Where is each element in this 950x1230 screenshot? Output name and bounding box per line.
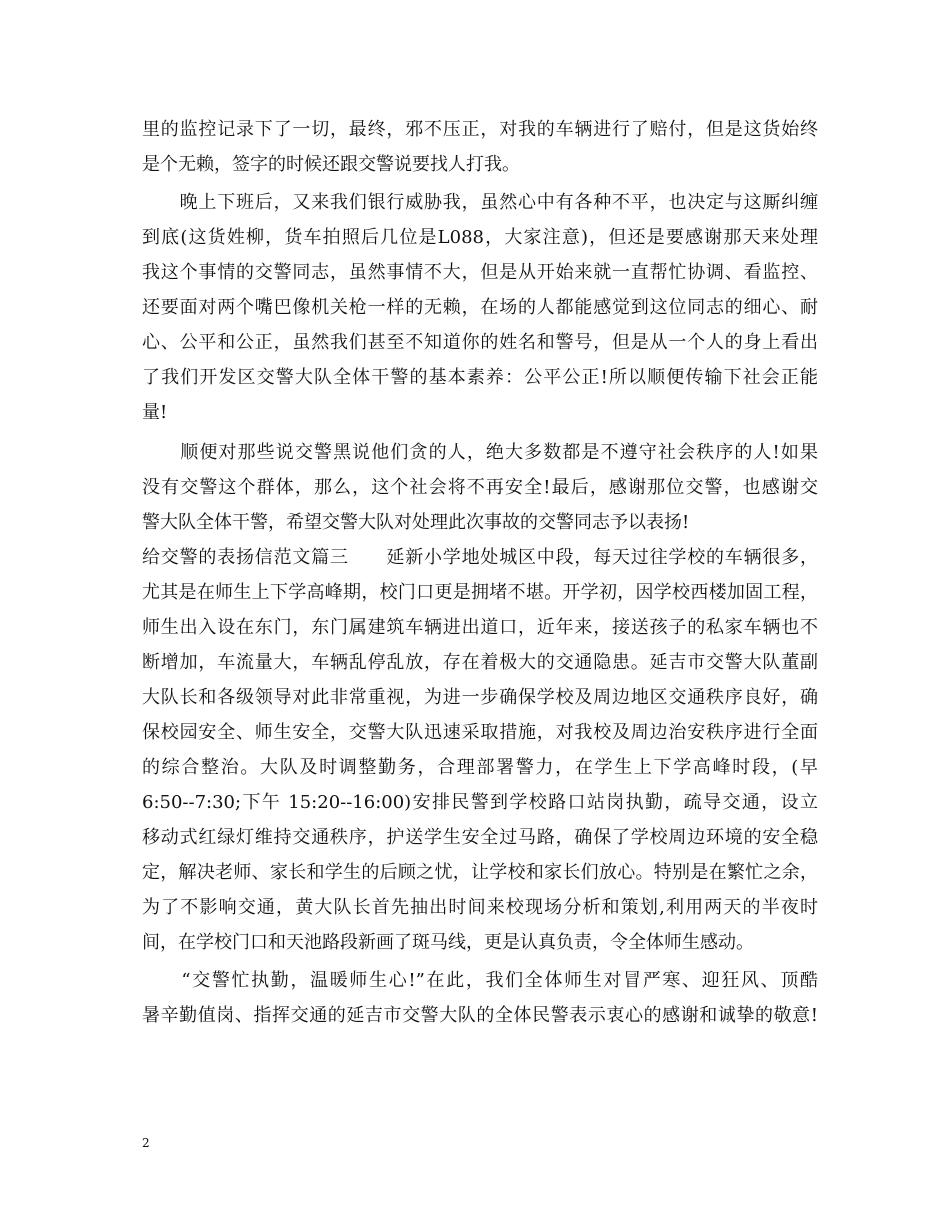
- text-line: 保校园安全、师生安全，交警大队迅速采取措施，对我校及周边治安秩序进行全面: [142, 722, 818, 743]
- text-line: “交警忙执勤，温暖师生心!”在此，我们全体师生对冒严寒、迎狂风、顶酷: [142, 970, 818, 991]
- text-line: 师生出入设在东门，东门属建筑车辆进出道口，近年来，接送孩子的私家车辆也不: [142, 617, 818, 638]
- text-line: 是个无赖，签字的时候还跟交警说要找人打我。: [142, 154, 520, 175]
- text-line: 定，解决老师、家长和学生的后顾之忧，让学校和家长们放心。特别是在繁忙之余，: [142, 862, 818, 883]
- text-line: 警大队全体干警，希望交警大队对处理此次事故的交警同志予以表扬!: [142, 512, 690, 533]
- text-line: 心、公平和公正，虽然我们甚至不知道你的姓名和警号，但是从一个人的身上看出: [142, 332, 818, 353]
- text-line: 里的监控记录下了一切，最终，邪不压正，对我的车辆进行了赔付，但是这货始终: [142, 119, 818, 140]
- text-line: 没有交警这个群体，那么，这个社会将不再安全!最后，感谢那位交警，也感谢交: [142, 477, 818, 498]
- text-line: 断增加，车流量大，车辆乱停乱放，存在着极大的交通隐患。延吉市交警大队董副: [142, 652, 818, 673]
- text-line: 量!: [142, 402, 168, 423]
- page-number: 2: [142, 1136, 150, 1150]
- text-line: 给交警的表扬信范文篇三 延新小学地处城区中段，每天过往学校的车辆很多，: [142, 547, 818, 568]
- text-line: 晚上下班后，又来我们银行威胁我，虽然心中有各种不平，也决定与这厮纠缠: [142, 192, 818, 213]
- text-line: 暑辛勤值岗、指挥交通的延吉市交警大队的全体民警表示衷心的感谢和诚挚的敬意!: [142, 1005, 818, 1026]
- text-line: 尤其是在师生上下学高峰期，校门口更是拥堵不堪。开学初，因学校西楼加固工程，: [142, 582, 818, 603]
- text-line: 6:50--7:30;下午 15:20--16:00)安排民警到学校路口站岗执勤，疏导交通，设立: [142, 792, 818, 813]
- text-line: 大队长和各级领导对此非常重视，为进一步确保学校及周边地区交通秩序良好，确: [142, 687, 818, 708]
- text-line: 移动式红绿灯维持交通秩序，护送学生安全过马路，确保了学校周边环境的安全稳: [142, 827, 818, 848]
- text-line: 的综合整治。大队及时调整勤务，合理部署警力，在学生上下学高峰时段，(早: [142, 757, 818, 778]
- text-line: 了我们开发区交警大队全体干警的基本素养：公平公正!所以顺便传输下社会正能: [142, 367, 818, 388]
- text-line: 间，在学校门口和天池路段新画了斑马线，更是认真负责，令全体师生感动。: [142, 932, 754, 953]
- text-line: 还要面对两个嘴巴像机关枪一样的无赖，在场的人都能感觉到这位同志的细心、耐: [142, 297, 818, 318]
- text-line: 到底(这货姓柳，货车拍照后几位是L088，大家注意)，但还是要感谢那天来处理: [142, 227, 818, 248]
- text-line: 我这个事情的交警同志，虽然事情不大，但是从开始来就一直帮忙协调、看监控、: [142, 262, 818, 283]
- text-line: 顺便对那些说交警黑说他们贪的人，绝大多数都是不遵守社会秩序的人!如果: [142, 442, 818, 463]
- text-line: 为了不影响交通，黄大队长首先抽出时间来校现场分析和策划,利用两天的半夜时: [142, 897, 818, 918]
